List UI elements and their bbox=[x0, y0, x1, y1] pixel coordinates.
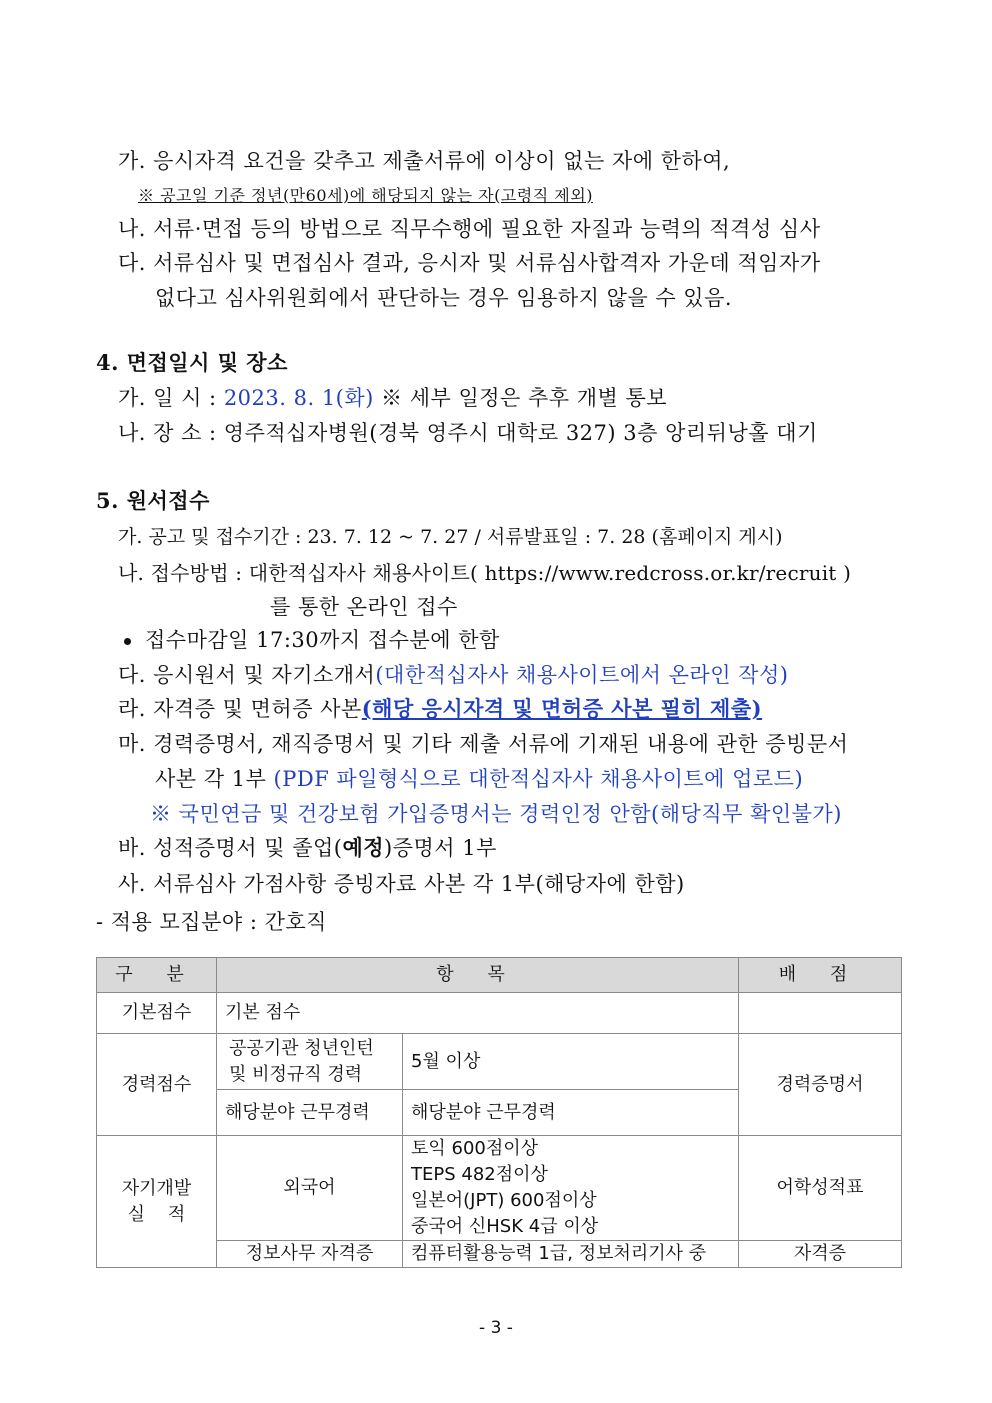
apply-field-line: - 적용 모집분야 : 간호직 bbox=[96, 910, 327, 934]
lang-score: 어학성적표 bbox=[739, 1136, 902, 1241]
lang-items bbox=[403, 1136, 739, 1241]
header-item: 항 목 bbox=[217, 958, 739, 993]
career-sub-1: 공공기관 청년인턴 및 비정규직 경력 bbox=[217, 1034, 403, 1090]
s5-ra-text: 라. 자격증 및 면허증 사본 bbox=[118, 697, 362, 721]
it-item: 컴퓨터활용능력 1급, 정보처리기사 중 bbox=[403, 1241, 739, 1268]
s5-ba-suffix: )증명서 1부 bbox=[384, 836, 497, 860]
header-score: 배 점 bbox=[739, 958, 902, 993]
basic-score bbox=[739, 993, 902, 1034]
s4-item-na: 나. 장 소 : 영주적십자병원(경북 영주시 대학로 327) 3층 앙리뒤낭홀 대기 bbox=[118, 421, 818, 445]
s5-ma-text: 사본 각 1부 bbox=[155, 767, 274, 791]
s4-date-label: 가. 일 시 : bbox=[118, 386, 224, 410]
career-category: 경력점수 bbox=[97, 1034, 217, 1136]
s5-item-ma-line2 bbox=[155, 765, 803, 793]
lang-item: 중국어 신HSK 4급 이상 bbox=[411, 1216, 599, 1237]
s5-bullet-item bbox=[124, 626, 500, 654]
career-sub-2: 해당분야 근무경력 bbox=[217, 1090, 403, 1136]
s5-item-ma-note: ※ 국민연금 및 건강보험 가입증명서는 경력인정 안함(해당직무 확인불가) bbox=[150, 802, 842, 826]
s5-ba-prefix: 바. 성적증명서 및 졸업( bbox=[118, 836, 343, 860]
s3-item-ga-note: ※ 공고일 기준 정년(만60세)에 해당되지 않는 자(고령직 제외) bbox=[138, 186, 593, 205]
header-category: 구 분 bbox=[97, 958, 217, 993]
s5-item-ra bbox=[118, 695, 762, 723]
lang-item: 토익 600점이상 bbox=[411, 1138, 539, 1159]
s5-da-note: (대한적십자사 채용사이트에서 온라인 작성) bbox=[375, 663, 789, 687]
s5-item-ma-line1: 마. 경력증명서, 재직증명서 및 기타 제출 서류에 기재된 내용에 관한 증빙문서 bbox=[118, 732, 849, 756]
it-sub: 정보사무 자격증 bbox=[217, 1241, 403, 1268]
s4-item-ga bbox=[118, 384, 667, 412]
selfdev-category bbox=[97, 1136, 217, 1268]
selfdev-category-line1: 자기개발 bbox=[121, 1177, 192, 1199]
selfdev-category-line2: 실 적 bbox=[127, 1203, 186, 1225]
s3-item-da-line1: 다. 서류심사 및 면접심사 결과, 응시자 및 서류심사합격자 가운데 적임자가 bbox=[118, 251, 821, 275]
section5-heading: 5. 원서접수 bbox=[96, 488, 210, 513]
basic-item: 기본 점수 bbox=[217, 993, 739, 1034]
career-score: 경력증명서 bbox=[739, 1034, 902, 1136]
s5-ra-note: (해당 응시자격 및 면허증 사본 필히 제출) bbox=[361, 696, 763, 721]
lang-item: TEPS 482점이상 bbox=[411, 1164, 548, 1185]
s4-date-value: 2023. 8. 1(화) bbox=[223, 386, 374, 410]
s4-date-note: ※ 세부 일정은 추후 개별 통보 bbox=[373, 386, 668, 410]
score-table bbox=[96, 957, 902, 1268]
s5-ma-note: (PDF 파일형식으로 대한적십자사 채용사이트에 업로드) bbox=[273, 767, 804, 791]
s5-item-ga: 가. 공고 및 접수기간 : 23. 7. 12 ~ 7. 27 / 서류발표일 : 7. 28 (홈페이지 게시) bbox=[118, 526, 783, 548]
bullet-icon bbox=[124, 638, 131, 645]
table-row bbox=[97, 993, 902, 1034]
basic-category: 기본점수 bbox=[97, 993, 217, 1034]
lang-item: 일본어(JPT) 600점이상 bbox=[411, 1190, 597, 1211]
s5-item-na-line1: 나. 접수방법 : 대한적십자사 채용사이트( https://www.redcross.or.kr/recruit ) bbox=[118, 561, 852, 585]
section4-heading: 4. 면접일시 및 장소 bbox=[96, 350, 288, 375]
table-header-row bbox=[97, 958, 902, 993]
s5-item-sa: 사. 서류심사 가점사항 증빙자료 사본 각 1부(해당자에 한함) bbox=[118, 872, 685, 896]
s5-item-na-line2: 를 통한 온라인 접수 bbox=[270, 595, 458, 619]
table-row bbox=[97, 1034, 902, 1090]
it-score: 자격증 bbox=[739, 1241, 902, 1268]
s5-item-ba bbox=[118, 834, 497, 862]
table-row bbox=[97, 1241, 902, 1268]
s3-item-da-line2: 없다고 심사위원회에서 판단하는 경우 임용하지 않을 수 있음. bbox=[155, 286, 733, 310]
s3-item-na: 나. 서류·면접 등의 방법으로 직무수행에 필요한 자질과 능력의 적격성 심사 bbox=[118, 217, 821, 241]
s5-da-text: 다. 응시원서 및 자기소개서 bbox=[118, 663, 376, 687]
s5-bullet-text: 접수마감일 17:30까지 접수분에 한함 bbox=[145, 628, 500, 652]
lang-sub: 외국어 bbox=[217, 1136, 403, 1241]
s5-item-da bbox=[118, 661, 788, 689]
s3-item-ga: 가. 응시자격 요건을 갖추고 제출서류에 이상이 없는 자에 한하여, bbox=[118, 149, 731, 173]
career-item-1: 5월 이상 bbox=[403, 1034, 739, 1090]
table-row bbox=[97, 1136, 902, 1241]
career-item-2: 해당분야 근무경력 bbox=[403, 1090, 739, 1136]
page-number: - 3 - bbox=[479, 1318, 513, 1338]
s5-ba-bold: 예정 bbox=[342, 835, 385, 860]
